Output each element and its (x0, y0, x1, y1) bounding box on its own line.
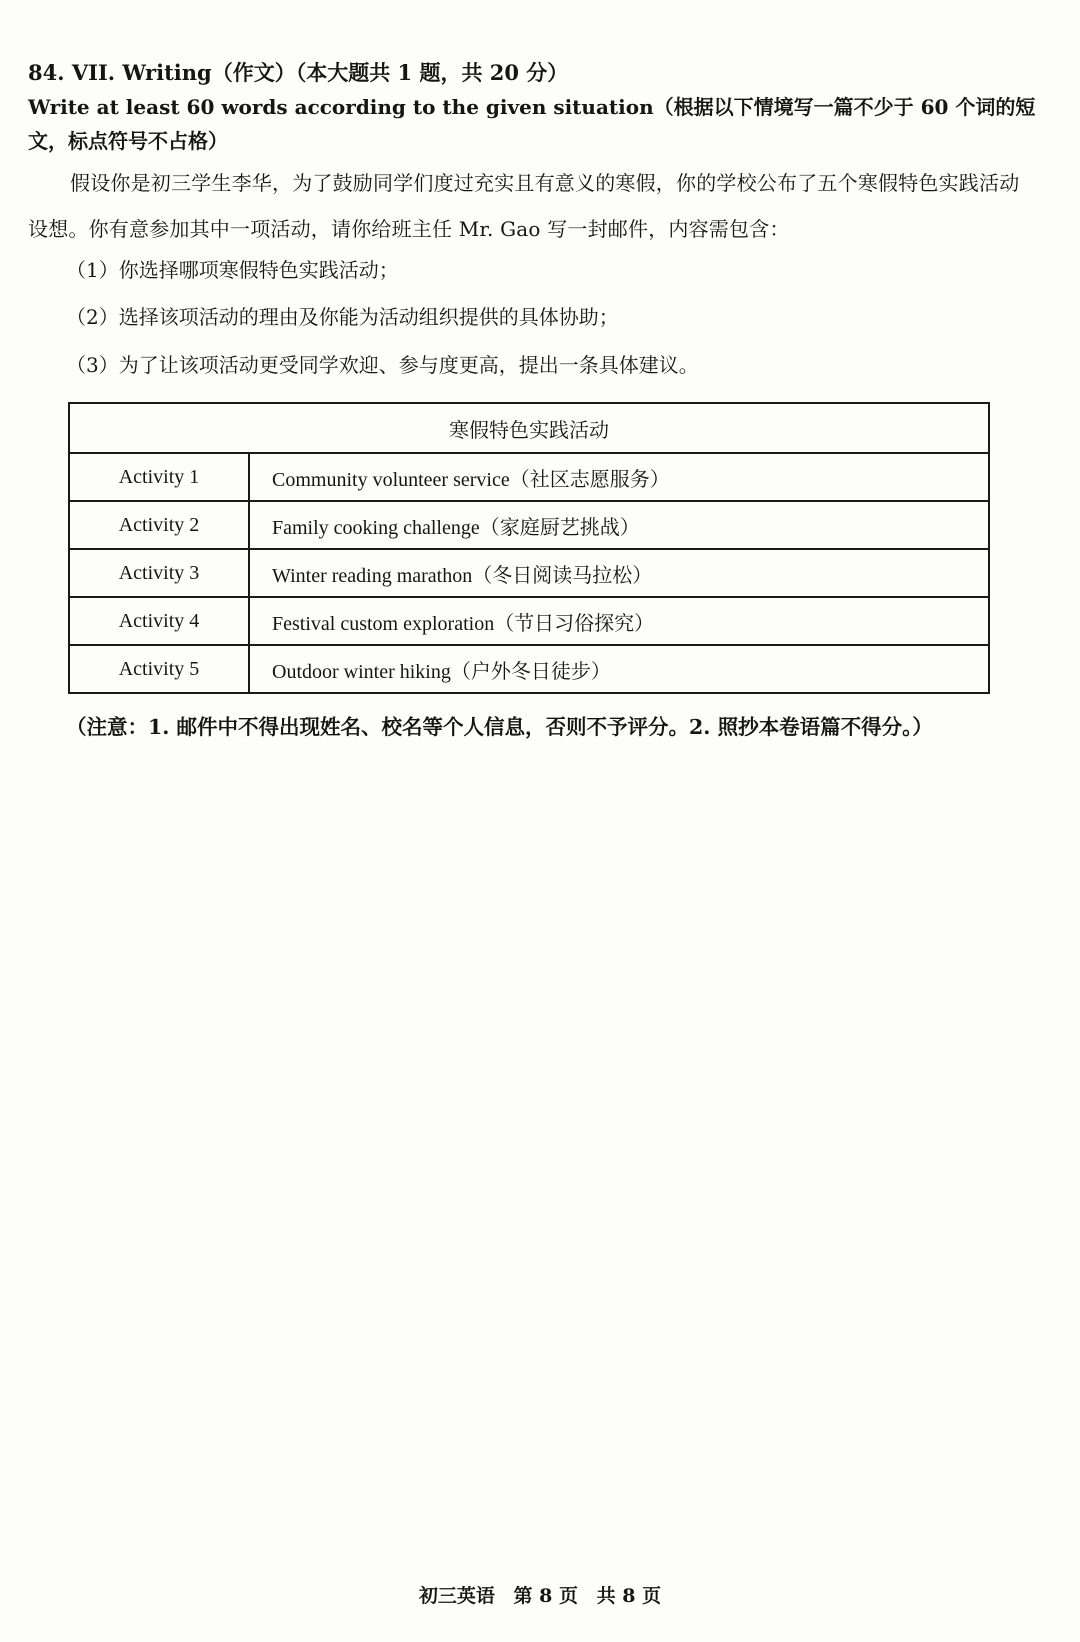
table-row (69, 645, 989, 693)
activity-description: Outdoor winter hiking（户外冬日徒步） (249, 645, 989, 693)
footer-page-number: 第 8 页 (513, 1585, 578, 1607)
activities-table (68, 402, 990, 694)
requirement-3: （3）为了让该项活动更受同学欢迎、参与度更高，提出一条具体建议。 (66, 353, 699, 377)
question-instruction: Write at least 60 words according to the given situation（根据以下情境写一篇不少于 60 个词的短文，标点符号不占格） (28, 95, 1036, 153)
table-row (69, 501, 989, 549)
requirement-2: （2）选择该项活动的理由及你能为活动组织提供的具体协助； (66, 305, 619, 329)
requirement-1: （1）你选择哪项寒假特色实践活动； (66, 258, 399, 282)
activity-label: Activity 1 (69, 453, 249, 501)
table-title: 寒假特色实践活动 (69, 403, 989, 453)
activity-description: Community volunteer service（社区志愿服务） (249, 453, 989, 501)
situation-paragraph: 假设你是初三学生李华，为了鼓励同学们度过充实且有意义的寒假，你的学校公布了五个寒假特色实践活动设想。你有意参加其中一项活动，请你给班主任 Mr. Gao 写一封邮件，内容需包含： (28, 171, 1020, 241)
faint-watermark (790, 1606, 1040, 1632)
activity-label: Activity 3 (69, 549, 249, 597)
attention-note: （注意：1. 邮件中不得出现姓名、校名等个人信息，否则不予评分。2. 照抄本卷语篇不得分。） (66, 715, 933, 739)
footer-total-pages: 共 8 页 (596, 1585, 662, 1607)
activity-description: Family cooking challenge（家庭厨艺挑战） (249, 501, 989, 549)
question-heading: 84. VII. Writing（作文）（本大题共 1 题，共 20 分） (28, 60, 569, 85)
activity-description: Festival custom exploration（节日习俗探究） (249, 597, 989, 645)
table-row (69, 597, 989, 645)
table-header-row (69, 403, 989, 453)
footer-subject: 初三英语 (418, 1585, 495, 1607)
table-row (69, 549, 989, 597)
activity-description: Winter reading marathon（冬日阅读马拉松） (249, 549, 989, 597)
table-row (69, 453, 989, 501)
activity-label: Activity 5 (69, 645, 249, 693)
activity-label: Activity 2 (69, 501, 249, 549)
activity-label: Activity 4 (69, 597, 249, 645)
